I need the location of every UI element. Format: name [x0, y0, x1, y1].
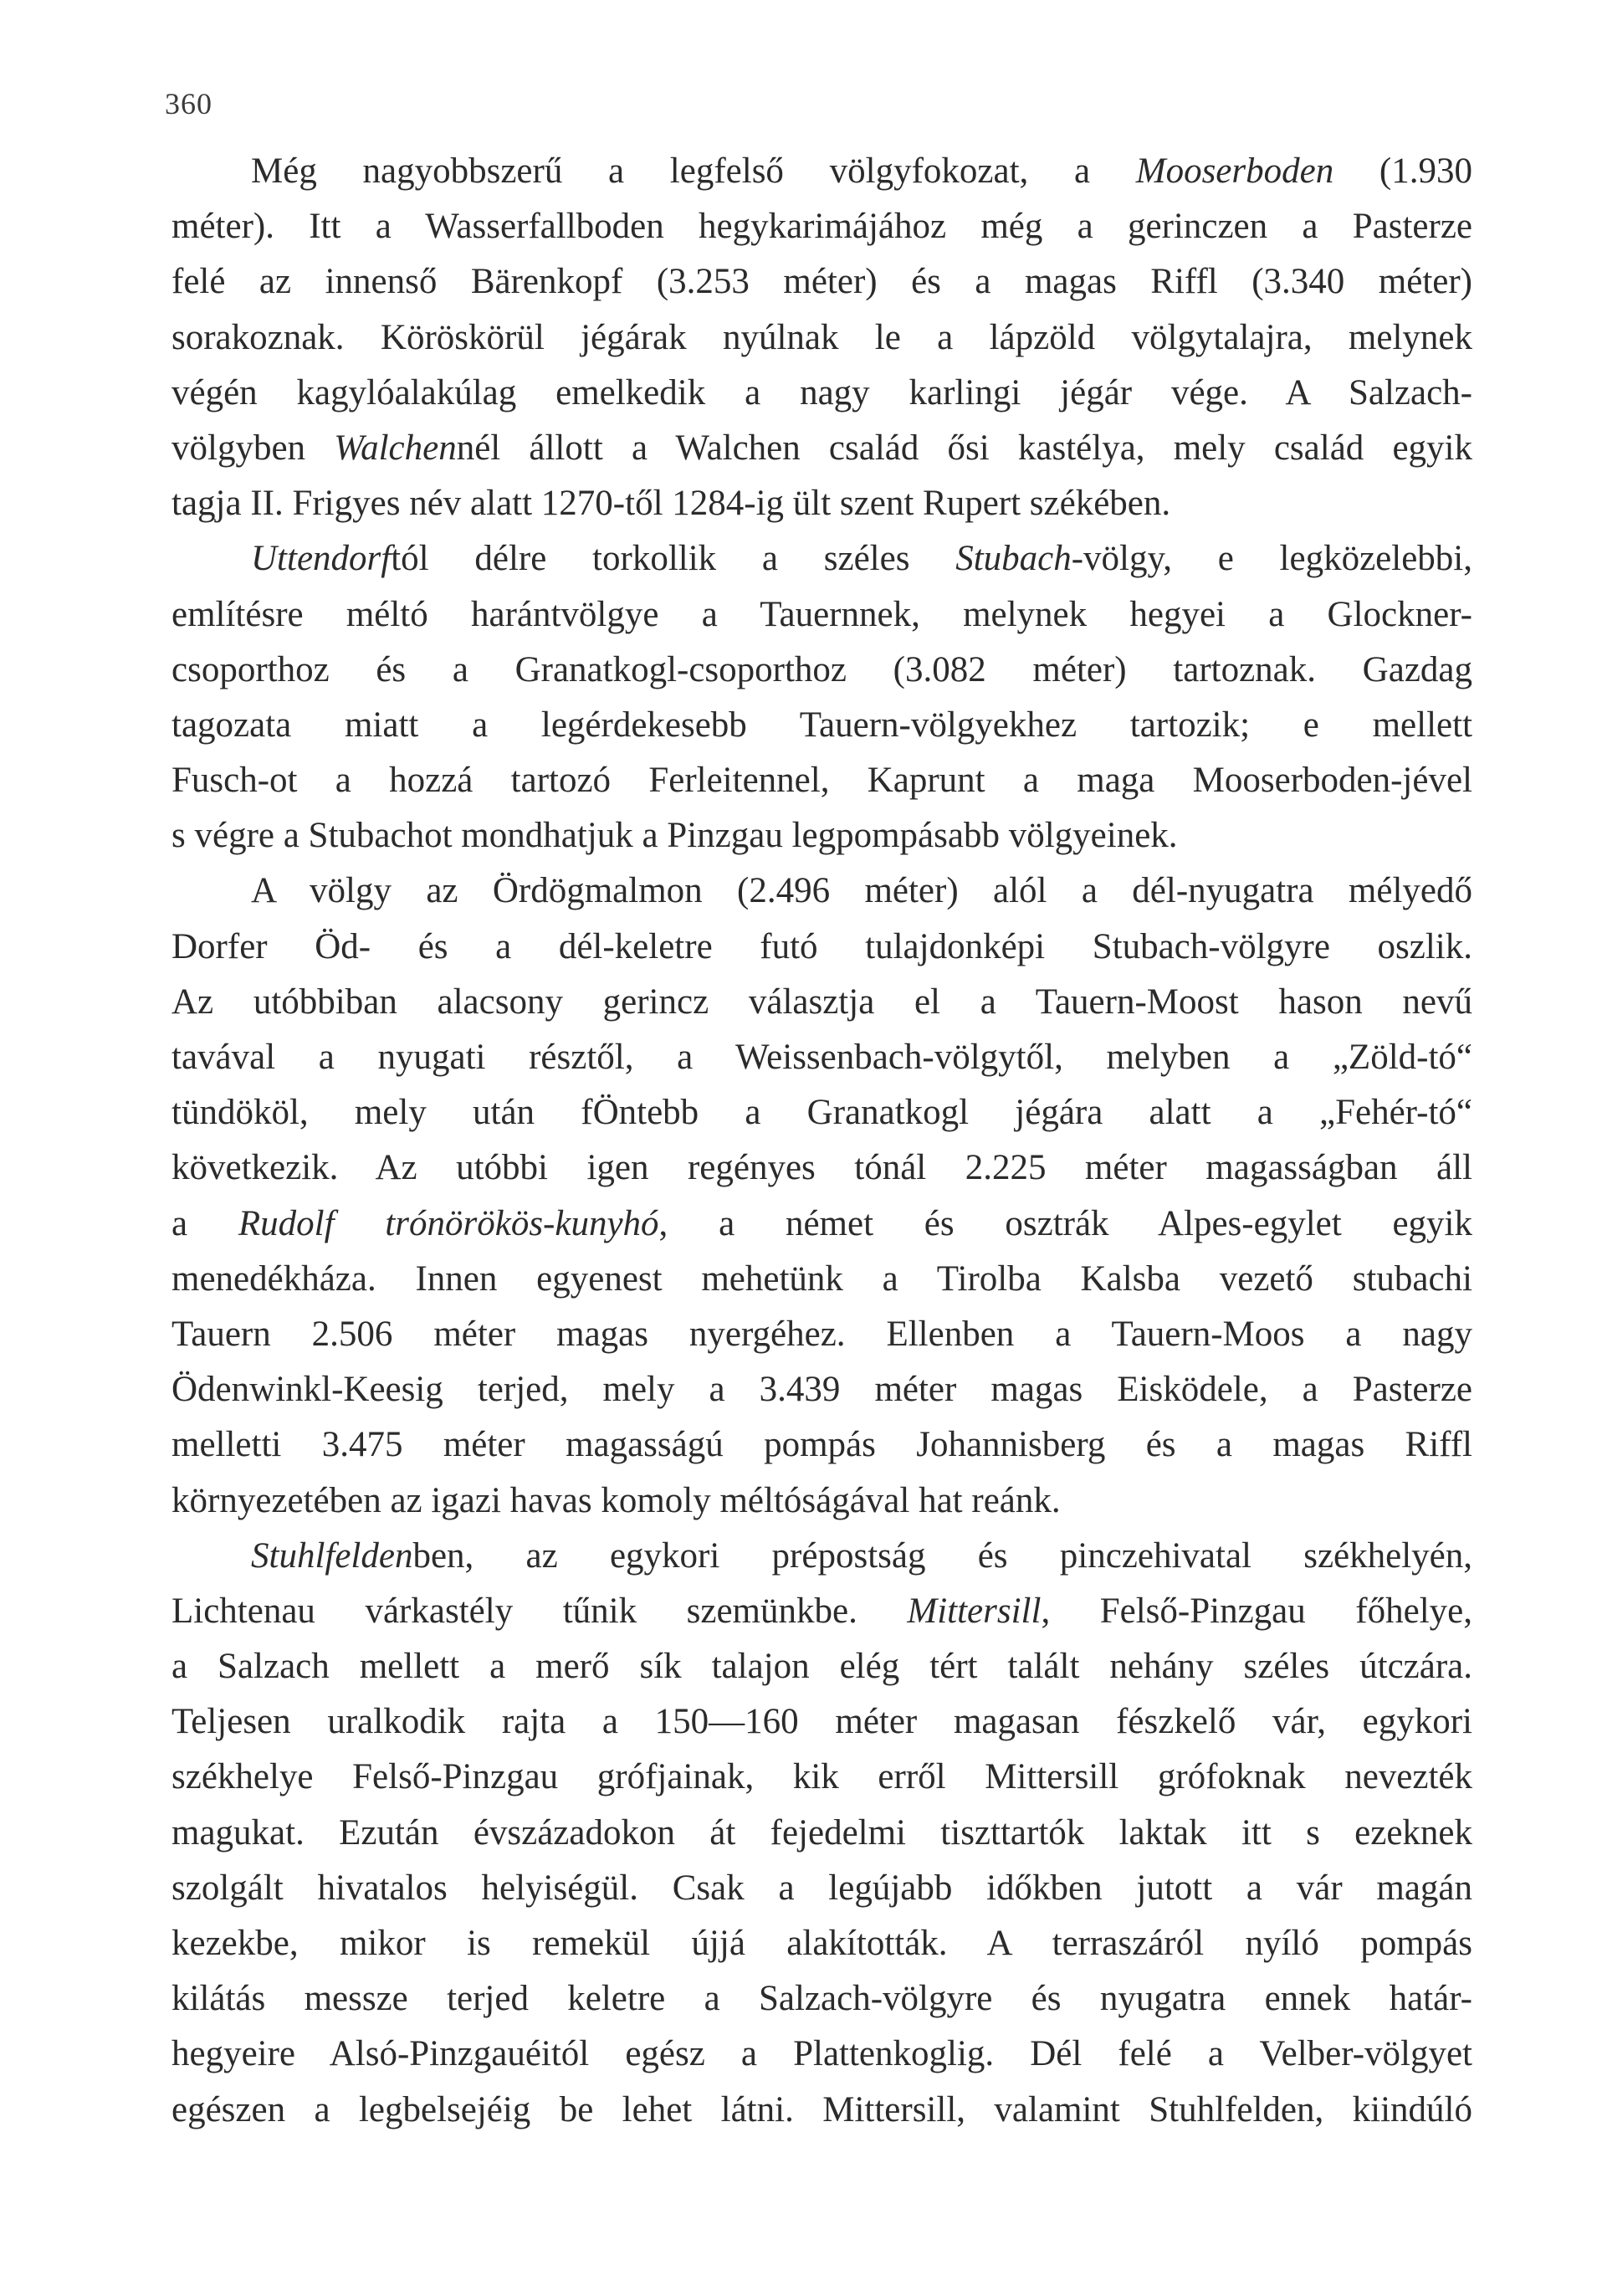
text-segment: végén kagylóalakúlag emelkedik a nagy karlingi jégár vége. A Salzach- — [171, 372, 1472, 413]
text-line — [171, 144, 1472, 199]
text-segment: menedékháza. Innen egyenest mehetünk a Tirolba Kalsba vezető stubachi — [171, 1258, 1472, 1299]
text-segment: a — [171, 1203, 238, 1243]
text-line — [171, 975, 1472, 1030]
italic-text: Rudolf trónörökös-kunyhó — [238, 1203, 659, 1243]
text-line — [171, 1307, 1472, 1362]
text-line — [171, 920, 1472, 975]
text-segment: , a német és osztrák Alpes-egylet egyik — [658, 1203, 1472, 1243]
text-segment: a Salzach mellett a merő sík talajon elég tért talált nehány széles útczára. — [171, 1647, 1472, 1687]
italic-text: Mittersill — [907, 1591, 1042, 1631]
text-segment: -völgy, e legközelebbi, — [1071, 539, 1472, 579]
italic-text: Stubach — [955, 539, 1072, 579]
text-segment: Dorfer Öd- és a dél-keletre futó tulajdonképi Stubach-völgyre oszlik. — [171, 926, 1472, 966]
text-line — [171, 753, 1472, 808]
text-line — [171, 421, 1472, 476]
text-segment: székhelye Felső-Pinzgau grófjainak, kik erről Mittersill grófoknak nevezték — [171, 1757, 1472, 1797]
text-line — [171, 1806, 1472, 1861]
text-segment: Az utóbbiban alacsony gerincz választja el a Tauern-Moost hason nevű — [171, 981, 1472, 1022]
text-line — [171, 1529, 1472, 1584]
text-segment: tagozata miatt a legérdekesebb Tauern-völgyekhez tartozik; e mellett — [171, 705, 1472, 745]
text-line — [171, 531, 1472, 587]
text-line — [171, 1916, 1472, 1971]
text-line — [171, 2027, 1472, 2082]
text-segment: sorakoznak. Köröskörül jégárak nyúlnak le a lápzöld völgytalajra, melynek — [171, 317, 1472, 357]
text-segment: Tauern 2.506 méter magas nyergéhez. Ellenben a Tauern-Moos a nagy — [171, 1314, 1472, 1354]
text-line — [171, 587, 1472, 643]
text-segment: felé az innenső Bärenkopf (3.253 méter) és a magas Riffl (3.340 méter) — [171, 262, 1472, 302]
text-line — [171, 1584, 1472, 1639]
text-segment: tündököl, mely után fÖntebb a Granatkogl jégára alatt a „Fehér-tó“ — [171, 1093, 1472, 1133]
text-line — [171, 476, 1472, 531]
text-line — [171, 1030, 1472, 1085]
text-segment: s végre a Stubachot mondhatjuk a Pinzgau legpompásabb völgyeinek. — [171, 816, 1178, 856]
text-line — [171, 1750, 1472, 1805]
text-line — [171, 698, 1472, 753]
italic-text: Stuhlfelden — [251, 1535, 413, 1576]
text-segment: környezetében az igazi havas komoly méltóságával hat reánk. — [171, 1480, 1061, 1520]
text-segment: völgyben — [171, 428, 335, 468]
text-line — [171, 1252, 1472, 1307]
text-line — [171, 808, 1472, 864]
text-segment: ben, az egykori prépostság és pinczehivatal székhelyén, — [412, 1535, 1472, 1576]
text-line — [171, 1140, 1472, 1196]
text-segment: kezekbe, mikor is remekül újjá alakították. A terraszáról nyíló pompás — [171, 1924, 1472, 1963]
text-segment: melletti 3.475 méter magasságú pompás Johannisberg és a magas Riffl — [171, 1425, 1472, 1465]
text-line — [171, 1473, 1472, 1529]
text-line — [171, 864, 1472, 919]
text-line — [171, 1197, 1472, 1252]
page-number: 360 — [165, 87, 212, 120]
text-segment: szolgált hivatalos helyiségül. Csak a legújabb időkben jutott a vár magán — [171, 1868, 1472, 1908]
text-segment: Ödenwinkl-Keesig terjed, mely a 3.439 méter magas Eisködele, a Pasterze — [171, 1370, 1472, 1410]
text-segment: kilátás messze terjed keletre a Salzach-völgyre és nyugatra ennek határ- — [171, 1979, 1472, 2019]
text-segment: méter). Itt a Wasserfallboden hegykarimájához még a gerinczen a Pasterze — [171, 207, 1472, 247]
text-line — [171, 1085, 1472, 1140]
body-text — [171, 144, 1472, 2138]
text-segment: nél állott a Walchen család ősi kastélya, mely család egyik — [456, 428, 1472, 468]
text-segment: hegyeire Alsó-Pinzgauéitól egész a Plattenkoglig. Dél felé a Velber-völgyet — [171, 2034, 1472, 2074]
text-line — [171, 310, 1472, 366]
text-segment: következik. Az utóbbi igen regényes tónál 2.225 méter magasságban áll — [171, 1148, 1472, 1188]
text-line — [171, 1362, 1472, 1417]
text-line — [171, 254, 1472, 310]
text-line — [171, 643, 1472, 698]
text-line — [171, 2083, 1472, 2138]
text-segment: csoporthoz és a Granatkogl-csoporthoz (3.082 méter) tartoznak. Gazdag — [171, 649, 1472, 689]
text-line — [171, 366, 1472, 421]
text-segment: Lichtenau várkastély tűnik szemünkbe. — [171, 1591, 908, 1631]
text-segment: magukat. Ezután évszázadokon át fejedelmi tiszttartók laktak itt s ezeknek — [171, 1812, 1472, 1853]
text-segment: Még nagyobbszerű a legfelső völgyfokozat, a — [251, 151, 1136, 191]
text-line — [171, 199, 1472, 254]
text-line — [171, 1971, 1472, 2027]
text-segment: egészen a legbelsejéig be lehet látni. Mittersill, valamint Stuhlfelden, kiindúló — [171, 2089, 1472, 2129]
text-line — [171, 1694, 1472, 1750]
italic-text: Walchen — [334, 428, 457, 468]
text-segment: tól délre torkollik a széles — [391, 539, 956, 579]
text-line — [171, 1417, 1472, 1473]
text-segment: említésre méltó harántvölgye a Tauernnek, melynek hegyei a Glockner- — [171, 594, 1472, 634]
text-segment: Teljesen uralkodik rajta a 150—160 méter magasan fészkelő vár, egykori — [171, 1702, 1472, 1742]
text-line — [171, 1639, 1472, 1694]
italic-text: Mooserboden — [1135, 151, 1334, 191]
text-segment: A völgy az Ördögmalmon (2.496 méter) alól a dél-nyugatra mélyedő — [251, 871, 1472, 911]
text-segment: (1.930 — [1333, 151, 1472, 191]
text-segment: tavával a nyugati résztől, a Weissenbach-völgytől, melyben a „Zöld-tó“ — [171, 1038, 1472, 1077]
text-segment: Fusch-ot a hozzá tartozó Ferleitennel, Kaprunt a maga Mooserboden-jével — [171, 761, 1472, 801]
italic-text: Uttendorf — [251, 539, 392, 579]
text-line — [171, 1861, 1472, 1916]
text-segment: , Felső-Pinzgau főhelye, — [1041, 1591, 1472, 1631]
text-segment: tagja II. Frigyes név alatt 1270-től 1284-ig ült szent Rupert székében. — [171, 484, 1171, 524]
